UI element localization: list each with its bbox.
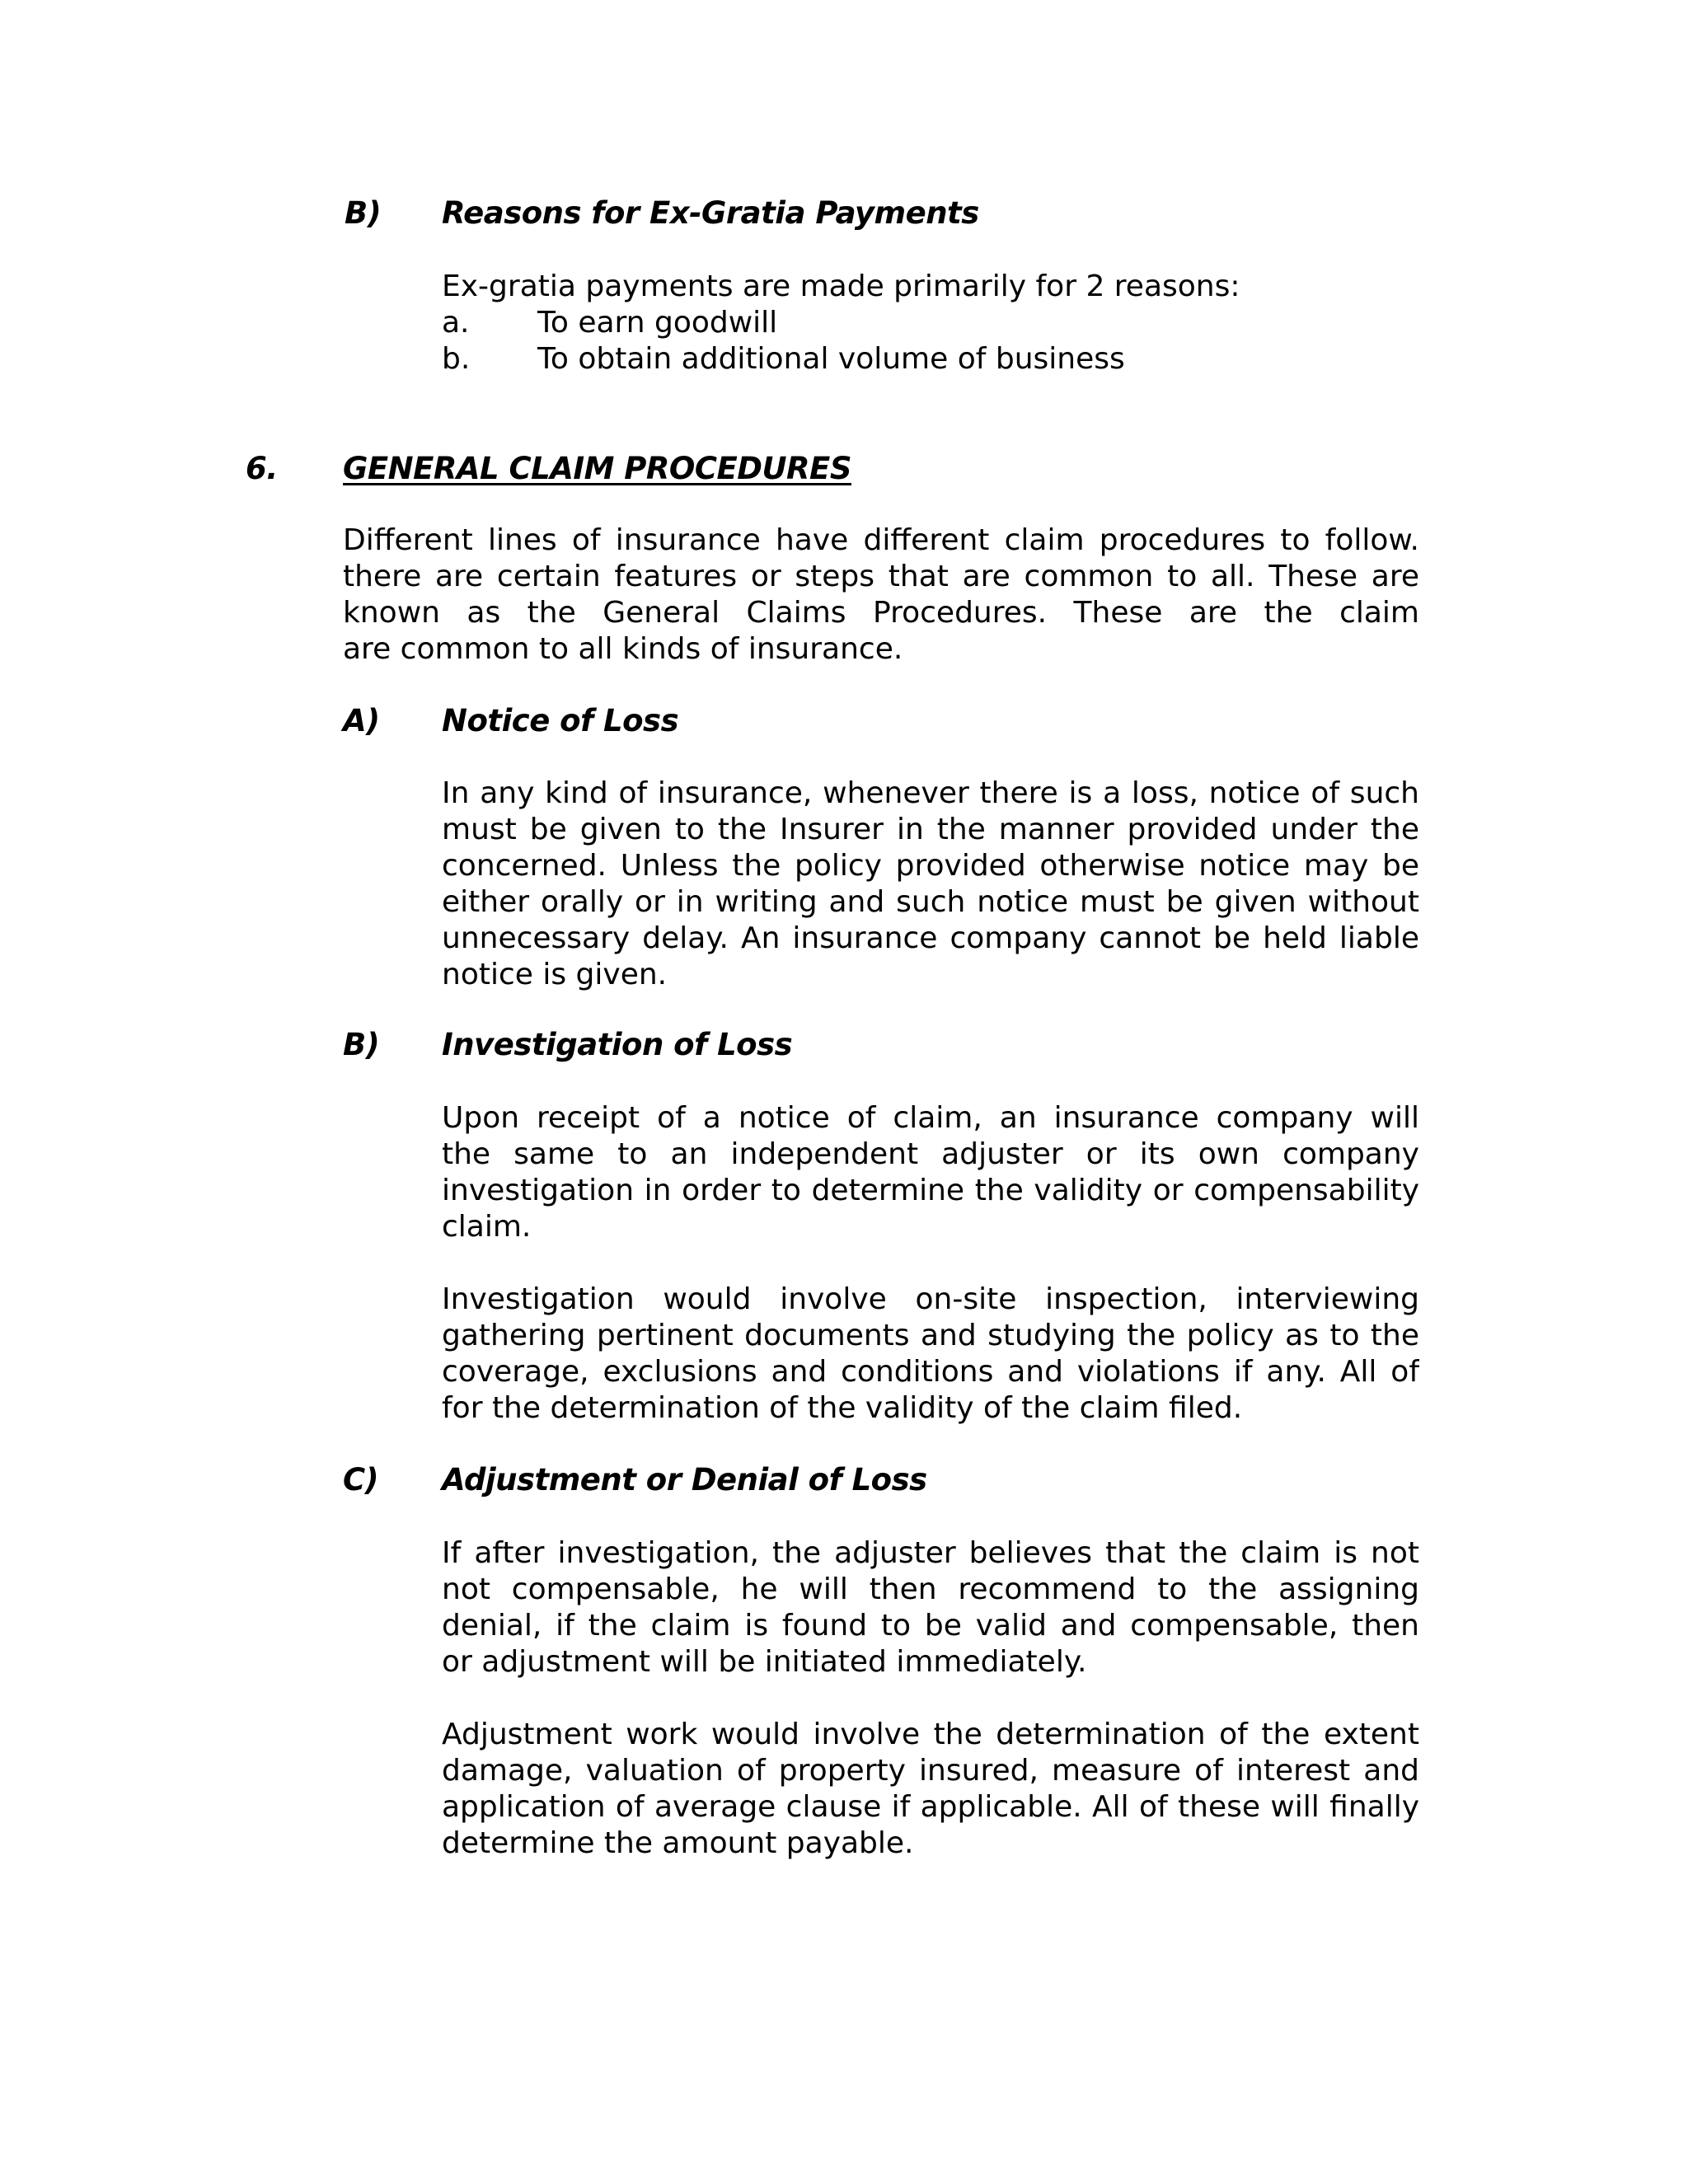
paragraph-line: Different lines of insurance have different claim procedures to follow. [343,523,1419,557]
paragraph-line: gathering pertinent documents and studying the policy as to the [442,1319,1419,1352]
paragraph-line: damage, valuation of property insured, measure of interest and [442,1754,1419,1788]
paragraph-line: application of average clause if applicable. All of these will finally [442,1790,1419,1824]
paragraph-line: there are certain features or steps that are common to all. These are [343,560,1419,593]
section-6-intro [343,523,1419,668]
paragraph-line: determine the amount payable. [442,1826,914,1860]
subsection-c-letter: C) [343,1462,379,1497]
paragraph-line: Adjustment work would involve the determination of the extent [442,1718,1419,1751]
section-6-number: 6. [246,451,278,486]
paragraph-line: for the determination of the validity of the claim filed. [442,1391,1243,1425]
paragraph-line: If after investigation, the adjuster believes that the claim is not [442,1536,1419,1570]
subsection-b-letter: B) [343,1027,380,1062]
paragraph-line: concerned. Unless the policy provided otherwise notice may be [442,849,1419,883]
list-item-text: To earn goodwill [537,306,778,340]
subsection-b-title: Investigation of Loss [442,1027,793,1062]
paragraph-line: are common to all kinds of insurance. [343,632,903,666]
list-item-marker: b. [442,342,471,376]
paragraph-line: Investigation would involve on-site inspection, interviewing [442,1282,1419,1316]
subsection-b-paragraph-2 [442,1282,1419,1427]
list-item-marker: a. [442,306,470,340]
section-b-title: Reasons for Ex-Gratia Payments [442,195,979,231]
subsection-a-paragraph [442,776,1419,993]
paragraph-line: claim. [442,1210,532,1244]
list-item-text: To obtain additional volume of business [537,342,1125,376]
subsection-b-paragraph-1 [442,1100,1419,1245]
section-6-title: GENERAL CLAIM PROCEDURES [343,451,851,486]
subsection-c-title: Adjustment or Denial of Loss [442,1462,927,1497]
paragraph-line: investigation in order to determine the validity or compensability [442,1174,1419,1207]
paragraph-line: known as the General Claims Procedures. These are the claim [343,596,1419,630]
subsection-c-paragraph-1 [442,1535,1419,1680]
paragraph-line: not compensable, he will then recommend to the assigning [442,1572,1419,1606]
subsection-a-title: Notice of Loss [442,703,679,738]
section-b-letter: B) [345,195,382,231]
paragraph-line: denial, if the claim is found to be valid and compensable, then [442,1609,1419,1643]
subsection-c-paragraph-2 [442,1717,1419,1862]
paragraph-line: Upon receipt of a notice of claim, an insurance company will [442,1101,1419,1135]
section-b-intro: Ex-gratia payments are made primarily for 2 reasons: [442,269,1240,303]
paragraph-line: In any kind of insurance, whenever there is a loss, notice of such [442,776,1419,810]
paragraph-line: notice is given. [442,958,668,991]
paragraph-line: either orally or in writing and such notice must be given without [442,885,1419,919]
paragraph-line: coverage, exclusions and conditions and violations if any. All of [442,1355,1419,1389]
paragraph-line: must be given to the Insurer in the manner provided under the [442,813,1419,846]
paragraph-line: or adjustment will be initiated immediately. [442,1645,1087,1679]
paragraph-line: the same to an independent adjuster or its own company [442,1137,1419,1171]
subsection-a-letter: A) [343,703,380,738]
paragraph-line: unnecessary delay. An insurance company cannot be held liable [442,921,1419,955]
